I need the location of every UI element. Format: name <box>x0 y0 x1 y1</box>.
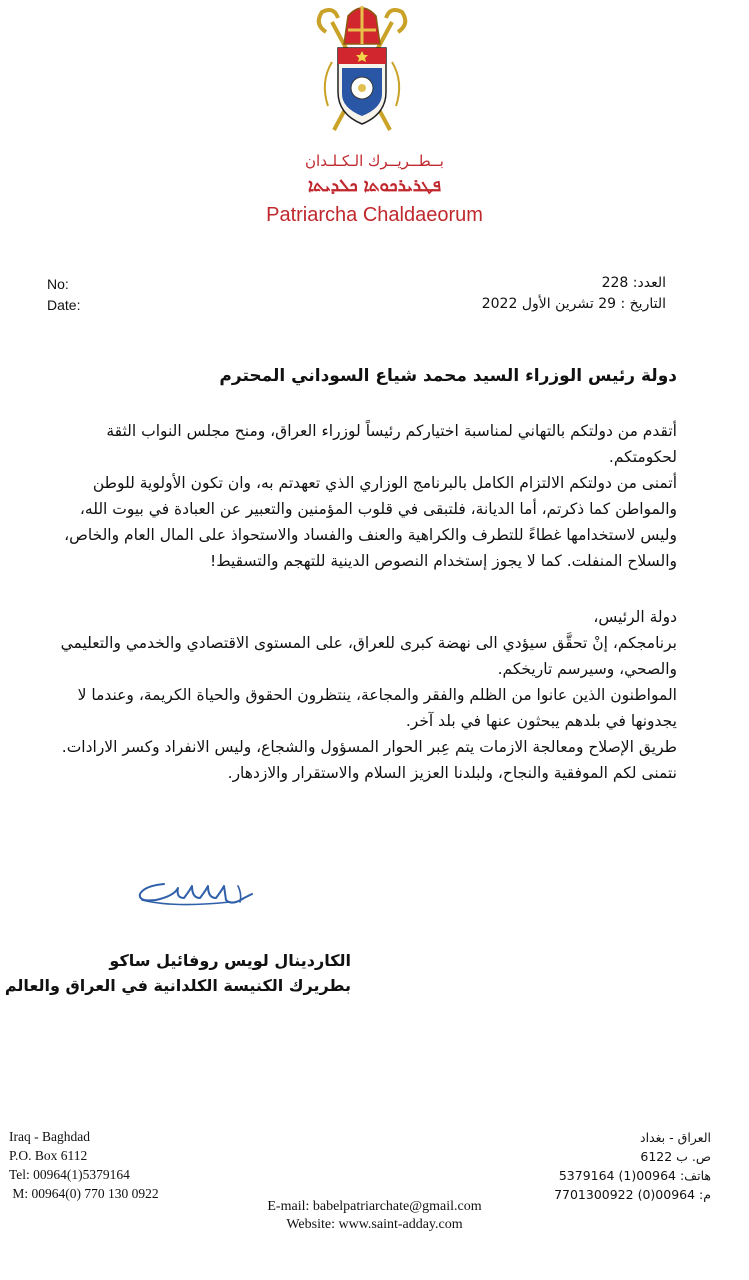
signatory-title: بطريرك الكنيسة الكلدانية في العراق والعالم <box>4 976 351 995</box>
letterhead-latin-title: Patriarcha Chaldaeorum <box>266 204 483 226</box>
no-label: No: <box>47 276 69 292</box>
footer-pobox-ar: ص. ب 6122 <box>640 1149 711 1164</box>
reference-number: العدد: 228 <box>601 275 666 291</box>
paragraph-wishes: أتمنى من دولتكم الالتزام الكامل بالبرنامج الوزاري الذي تعهدتم به، وان تكون الأولوية للوطن والمواطن كما ذكرتم، أما الديانة، فلتبقى في قلوب المؤمنين والتعبير عن العبادة في بيوت الله، وليس لاستخدامها غطاءً للتطرف والكراهية والعنف والفساد والاستحواذ على المال العام والخاص، والسلاح المنفلت. كما لا يجوز إستخدام النصوص الدينية للتهجم والتسقيط! <box>64 474 677 570</box>
reference-date: التاريخ : 29 تشرين الأول 2022 <box>481 296 666 312</box>
letter-body-section-2 <box>57 604 677 786</box>
footer-email: E-mail: babelpatriarchate@gmail.com <box>267 1199 482 1214</box>
paragraph-salutation: دولة الرئيس، <box>593 608 677 626</box>
letterhead-arabic-title: بــطــريــرك الـكـلـدان <box>305 152 444 170</box>
footer-pobox-en: P.O. Box 6112 <box>9 1148 88 1163</box>
footer-mobile-en: M: 00964(0) 770 130 0922 <box>9 1186 159 1201</box>
footer-online-contact <box>0 1198 749 1234</box>
paragraph-reform: طريق الإصلاح ومعالجة الازمات يتم عِبر الحوار المسؤول والشجاع، وليس الانفراد وكسر الارادات. <box>61 738 677 756</box>
patriarchal-coat-of-arms <box>312 2 412 137</box>
letterhead-syriac-title: ܦܛܪܝܪܟܘܬܐ ܟܠܕܝܬܐ <box>307 176 442 196</box>
footer-english-contact <box>9 1127 159 1203</box>
footer-mobile-ar: م: 00964(0) 7701300922 <box>554 1187 711 1202</box>
handwritten-signature <box>134 878 264 914</box>
footer-tel-en: Tel: 00964(1)5379164 <box>9 1167 130 1182</box>
date-label: Date: <box>47 297 81 313</box>
paragraph-citizens: المواطنون الذين عانوا من الظلم والفقر والمجاعة، ينتظرون الحقوق والحياة الكريمة، وعندما لا يجدونها في بلدهم يبحثون عنها في بلد آخر. <box>77 686 677 730</box>
footer-tel-ar: هاتف: 00964(1) 5379164 <box>558 1168 711 1183</box>
paragraph-program: برنامجكم، إنْ تحقَّق سيؤدي الى نهضة كبرى للعراق، على المستوى الاقتصادي والخدمي والتعليمي والصحي، وسيرسم تاريخكم. <box>60 634 677 678</box>
footer-website: Website: www.saint-adday.com <box>286 1217 463 1232</box>
footer-arabic-contact <box>554 1128 711 1204</box>
paragraph-closing: نتمنى لكم الموفقية والنجاح، ولبلدنا العزيز السلام والاستقرار والازدهار. <box>227 764 677 782</box>
footer-city-ar: العراق - بغداد <box>640 1130 711 1145</box>
paragraph-congratulations: أتقدم من دولتكم بالتهاني لمناسبة اختياركم رئيساً لوزراء العراق، ومنح مجلس النواب الثقة لحكومتكم. <box>106 422 677 466</box>
signatory-name: الكاردينال لويس روفائيل ساكو <box>109 951 351 970</box>
addressee-line: دولة رئيس الوزراء السيد محمد شياع السوداني المحترم <box>219 366 677 386</box>
footer-city-en: Iraq - Baghdad <box>9 1129 90 1144</box>
letter-body-section-1 <box>57 418 677 574</box>
